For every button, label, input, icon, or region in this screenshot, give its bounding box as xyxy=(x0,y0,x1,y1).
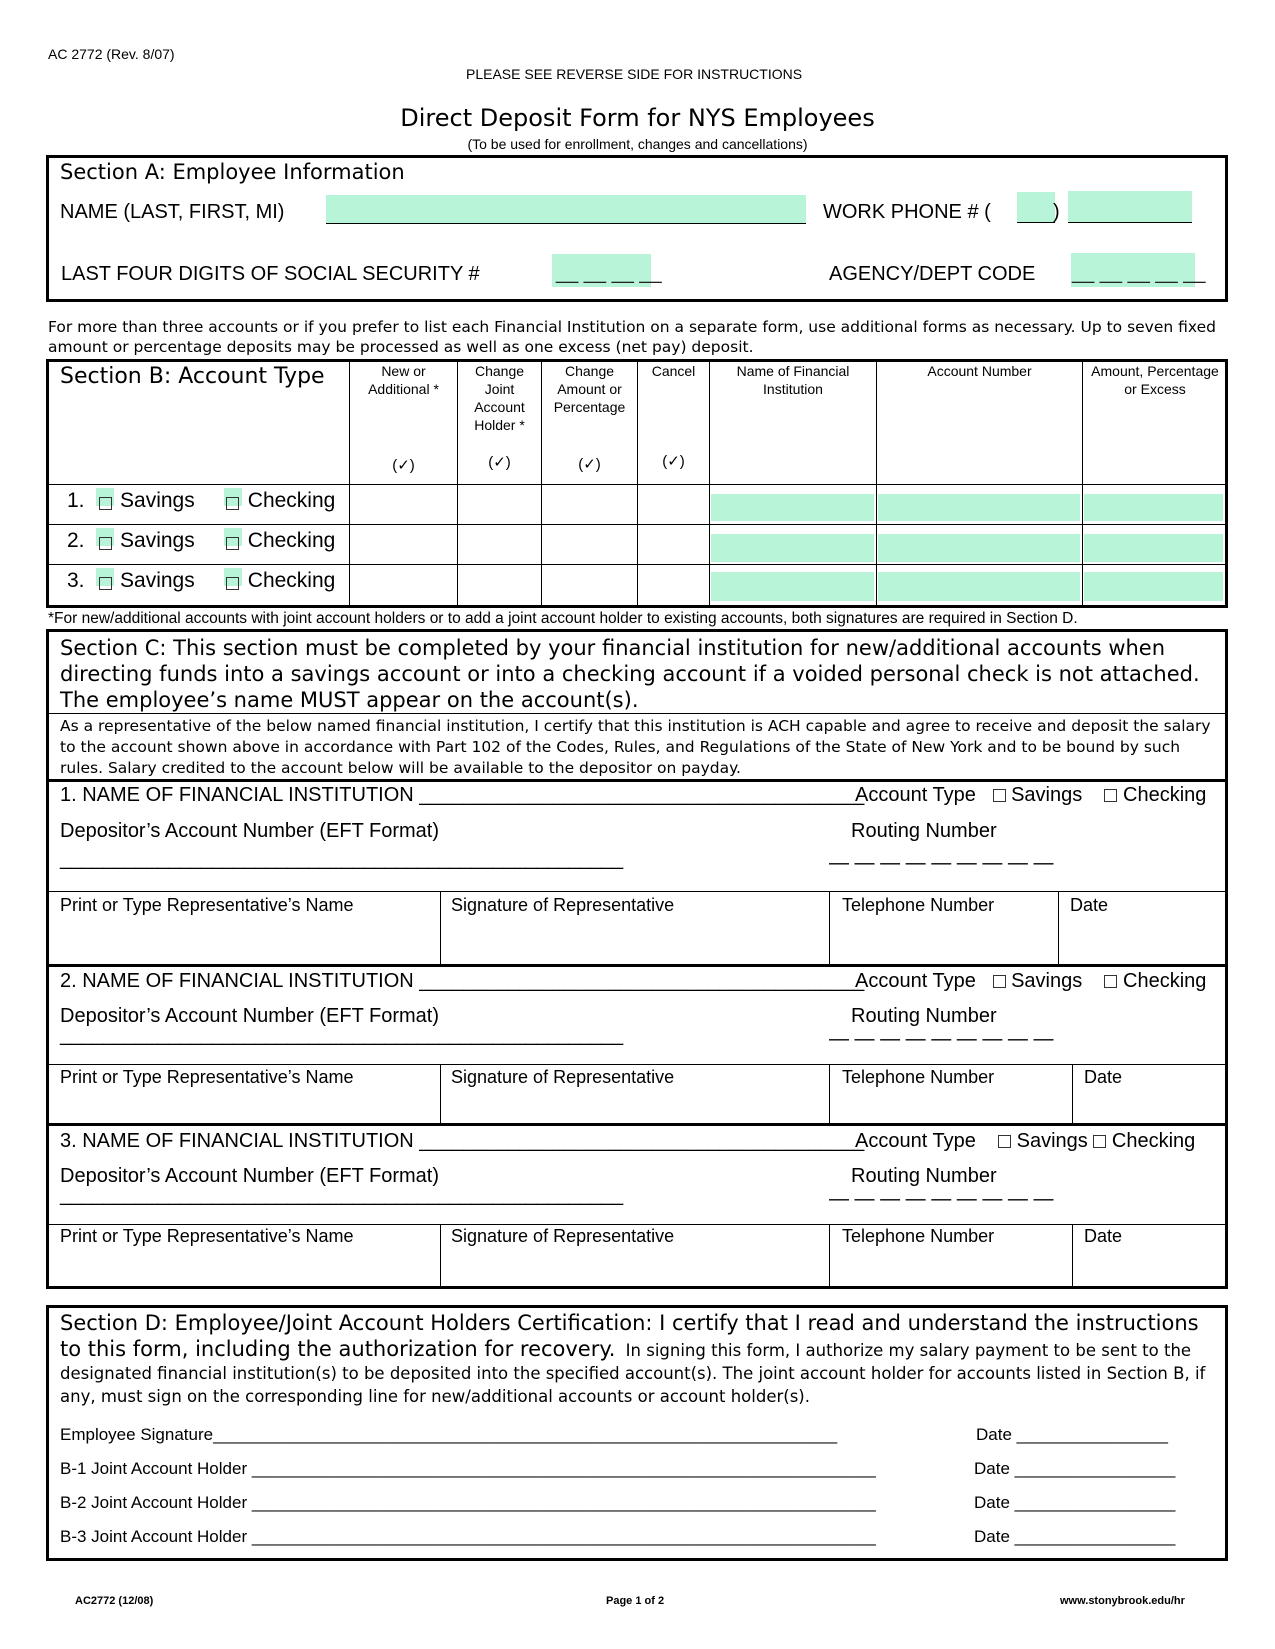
section-a-title: Section A: Employee Information xyxy=(60,160,405,184)
section-d-text: Section D: Employee/Joint Account Holders Certification: I certify that I read and understand the instructions to this form, including the authorization for recovery. In signing this form, I authorize my salary payment to be sent to the designated financial institution(s) to be deposited into the specified account(s). The joint account holder for accounts listed in Section B, if any, must sign on the corresponding line for new/additional accounts or account holder(s). xyxy=(60,1311,1206,1406)
checking-checkbox[interactable] xyxy=(224,568,242,586)
savings-checkbox[interactable] xyxy=(96,528,114,546)
instructions-note: PLEASE SEE REVERSE SIDE FOR INSTRUCTIONS xyxy=(466,66,803,82)
date-label: Date xyxy=(1084,1226,1123,1246)
institution-2-label: 2. NAME OF FINANCIAL INSTITUTION ________________________________________ xyxy=(60,970,865,992)
ssn-label: LAST FOUR DIGITS OF SOCIAL SECURITY # xyxy=(61,263,480,285)
employee-signature-line: Employee Signature__________________________________________________________________ xyxy=(60,1425,838,1444)
routing-blank: — — — — — — — — — xyxy=(829,1188,1054,1210)
rep-name-label: Print or Type Representative’s Name xyxy=(60,895,354,915)
check-mark-change: (✓) xyxy=(578,456,601,473)
savings-label: Savings xyxy=(120,569,195,592)
row2-institution-input[interactable] xyxy=(711,534,874,562)
rep-sig-label: Signature of Representative xyxy=(451,895,675,915)
account-row xyxy=(67,486,335,516)
work-phone-label: WORK PHONE # ( xyxy=(823,201,991,223)
section-b-title: Section B: Account Type xyxy=(60,364,325,389)
col-amount: Amount, Percentage or Excess xyxy=(1091,363,1219,397)
depositor-blank: ____________________________________________________ xyxy=(60,848,623,870)
name-label: NAME (LAST, FIRST, MI) xyxy=(60,201,285,223)
agency-label: AGENCY/DEPT CODE xyxy=(829,263,1036,285)
date-label: Date xyxy=(1084,1067,1123,1087)
depositor-label: Depositor’s Account Number (EFT Format) xyxy=(60,820,440,842)
row-number: 1. xyxy=(67,489,85,512)
employee-date: Date ________________ xyxy=(976,1425,1168,1444)
name-input[interactable] xyxy=(326,195,806,224)
savings-checkbox[interactable] xyxy=(96,488,114,506)
row2-account-input[interactable] xyxy=(878,534,1080,562)
row3-amount-input[interactable] xyxy=(1084,572,1223,601)
row2-amount-input[interactable] xyxy=(1084,534,1223,562)
row1-account-input[interactable] xyxy=(878,494,1080,521)
telephone-label: Telephone Number xyxy=(842,895,995,915)
joint-holder-b3-line: B-3 Joint Account Holder __________________________________________________________________ xyxy=(60,1527,876,1546)
routing-label: Routing Number xyxy=(851,1165,997,1187)
footer-form-code: AC2772 (12/08) xyxy=(75,1595,154,1607)
row-number: 3. xyxy=(67,569,85,592)
accounts-note: For more than three accounts or if you prefer to list each Financial Institution on a separate form, use additional forms as necessary. Up to seven fixed amount or percentage deposits may be processed as well as one excess (net pay) deposit. xyxy=(48,318,1216,356)
checking-label: Checking xyxy=(247,529,336,552)
check-mark-cancel: (✓) xyxy=(662,453,685,470)
col-change: Change Amount or Percentage xyxy=(553,363,626,415)
routing-blank: — — — — — — — — — xyxy=(829,1028,1054,1050)
checking-checkbox[interactable] xyxy=(1104,975,1117,988)
rep-sig-label: Signature of Representative xyxy=(451,1226,675,1246)
account-row xyxy=(67,566,335,596)
joint-holder-b1-date: Date _________________ xyxy=(974,1459,1176,1478)
col-joint: Change Joint Account Holder * xyxy=(474,363,525,433)
account-type-1: Account Type Savings Checking xyxy=(855,784,1207,806)
check-mark-new: (✓) xyxy=(392,457,415,474)
row1-institution-input[interactable] xyxy=(711,494,874,521)
depositor-blank: ____________________________________________________ xyxy=(60,1024,623,1046)
checking-label: Checking xyxy=(247,569,336,592)
col-institution: Name of Financial Institution xyxy=(736,363,850,397)
work-phone-paren: ) xyxy=(1053,201,1060,223)
savings-label: Savings xyxy=(120,529,195,552)
rep-sig-label: Signature of Representative xyxy=(451,1067,675,1087)
row-number: 2. xyxy=(67,529,85,552)
telephone-label: Telephone Number xyxy=(842,1067,995,1087)
depositor-label: Depositor’s Account Number (EFT Format) xyxy=(60,1005,440,1027)
rep-name-label: Print or Type Representative’s Name xyxy=(60,1226,354,1246)
savings-checkbox[interactable] xyxy=(96,568,114,586)
footer-url: www.stonybrook.edu/hr xyxy=(1060,1595,1185,1607)
depositor-label: Depositor’s Account Number (EFT Format) xyxy=(60,1165,440,1187)
section-c-intro: Section C: This section must be completed by your financial institution for new/additional accounts when directing funds into a savings account or into a checking account if a voided personal check is not attached. The employee’s name MUST appear on the account(s). xyxy=(60,636,1200,712)
routing-blank: — — — — — — — — — xyxy=(829,852,1054,874)
routing-label: Routing Number xyxy=(851,1005,997,1027)
joint-holder-b3-date: Date _________________ xyxy=(974,1527,1176,1546)
col-new: New or Additional * xyxy=(368,363,439,397)
check-mark-joint: (✓) xyxy=(488,454,511,471)
savings-checkbox[interactable] xyxy=(998,1135,1011,1148)
savings-checkbox[interactable] xyxy=(993,975,1006,988)
footer-page: Page 1 of 2 xyxy=(606,1595,665,1607)
row1-amount-input[interactable] xyxy=(1084,494,1223,521)
checking-checkbox[interactable] xyxy=(1093,1135,1106,1148)
joint-holder-b2-date: Date _________________ xyxy=(974,1493,1176,1512)
row3-account-input[interactable] xyxy=(878,572,1080,601)
section-b-footnote: *For new/additional accounts with joint account holders or to add a joint account holder to existing accounts, both signatures are required in Section D. xyxy=(48,610,1078,627)
page-subtitle: (To be used for enrollment, changes and cancellations) xyxy=(467,136,808,152)
col-account: Account Number xyxy=(927,363,1032,379)
checking-label: Checking xyxy=(247,489,336,512)
row3-institution-input[interactable] xyxy=(711,572,874,601)
checking-checkbox[interactable] xyxy=(1104,789,1117,802)
ssn-blank: __ __ __ __ xyxy=(556,262,662,284)
col-cancel: Cancel xyxy=(651,363,696,379)
routing-label: Routing Number xyxy=(851,820,997,842)
savings-checkbox[interactable] xyxy=(993,789,1006,802)
date-label: Date xyxy=(1070,895,1109,915)
section-c-certify: As a representative of the below named financial institution, I certify that this institution is ACH capable and agree to receive and deposit the salary to the account shown above in accordance with Part 102 of the Codes, Rules, and Regulations of the State of New York and to be bound by such rules. Salary credited to the account below will be available to the depositor on payday. xyxy=(60,717,1211,777)
page-title: Direct Deposit Form for NYS Employees xyxy=(400,104,875,132)
savings-label: Savings xyxy=(120,489,195,512)
account-type-2: Account Type Savings Checking xyxy=(855,970,1207,992)
area-code-input[interactable] xyxy=(1017,192,1055,223)
joint-holder-b1-line: B-1 Joint Account Holder __________________________________________________________________ xyxy=(60,1459,876,1478)
rep-name-label: Print or Type Representative’s Name xyxy=(60,1067,354,1087)
depositor-blank: ____________________________________________________ xyxy=(60,1184,623,1206)
form-id: AC 2772 (Rev. 8/07) xyxy=(48,46,175,62)
checking-checkbox[interactable] xyxy=(224,488,242,506)
joint-holder-b2-line: B-2 Joint Account Holder __________________________________________________________________ xyxy=(60,1493,876,1512)
institution-3-label: 3. NAME OF FINANCIAL INSTITUTION ________________________________________ xyxy=(60,1130,865,1152)
account-type-3: Account Type Savings Checking xyxy=(855,1130,1196,1152)
telephone-label: Telephone Number xyxy=(842,1226,995,1246)
account-row xyxy=(67,526,335,556)
checking-checkbox[interactable] xyxy=(224,528,242,546)
institution-1-label: 1. NAME OF FINANCIAL INSTITUTION ________________________________________ xyxy=(60,784,865,806)
work-phone-input[interactable] xyxy=(1068,191,1192,223)
agency-blank: __ __ __ __ __ xyxy=(1072,262,1206,284)
